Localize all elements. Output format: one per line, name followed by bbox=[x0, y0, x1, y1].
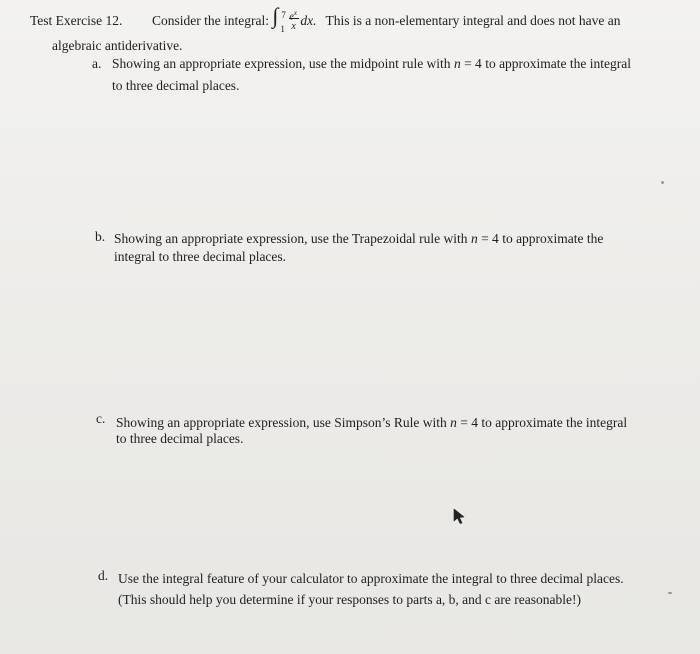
part-a-line2: to three decimal places. bbox=[112, 78, 240, 93]
paper-speck bbox=[661, 181, 664, 184]
integral-expression bbox=[272, 3, 322, 34]
intro-prefix: Consider the integral: bbox=[152, 13, 273, 28]
intro-suffix: This is a non-elementary integral and does not have an bbox=[322, 13, 621, 28]
mouse-pointer-icon bbox=[452, 508, 466, 524]
integral-differential: dx. bbox=[300, 13, 317, 28]
part-c-line1: Showing an appropriate expression, use Simpson’s Rule with n = 4 to approximate the integral bbox=[116, 415, 628, 430]
exercise-label: Test Exercise 12. bbox=[30, 13, 123, 28]
integrand-numerator: $e^x$ bbox=[289, 9, 297, 23]
part-b-line2: integral to three decimal places. bbox=[114, 249, 287, 264]
part-c-marker: c. bbox=[96, 411, 106, 426]
intro-continuation: algebraic antiderivative. bbox=[52, 38, 183, 53]
intro-text bbox=[152, 3, 621, 34]
integral-sign: ∫ bbox=[272, 3, 279, 28]
part-b-line1: Showing an appropriate expression, use the Trapezoidal rule with n = 4 to approximate the bbox=[114, 231, 604, 246]
integrand-denominator: x bbox=[291, 21, 296, 32]
part-d-marker: d. bbox=[98, 568, 109, 583]
part-a-marker: a. bbox=[92, 56, 102, 71]
part-a-line1: Showing an appropriate expression, use the midpoint rule with n = 4 to approximate the integral bbox=[112, 56, 632, 71]
part-d-line1: Use the integral feature of your calculator to approximate the integral to three decimal places. bbox=[118, 571, 624, 586]
integrand-exponent: x bbox=[293, 9, 297, 17]
paper-speck bbox=[668, 592, 672, 594]
part-d-line2: (This should help you determine if your responses to parts a, b, and c are reasonable!) bbox=[118, 592, 581, 607]
integral-upper-limit: 7 bbox=[281, 10, 286, 20]
part-b-marker: b. bbox=[95, 229, 106, 244]
part-c-line2: to three decimal places. bbox=[116, 431, 244, 446]
integral-lower-limit: 1 bbox=[280, 24, 285, 34]
